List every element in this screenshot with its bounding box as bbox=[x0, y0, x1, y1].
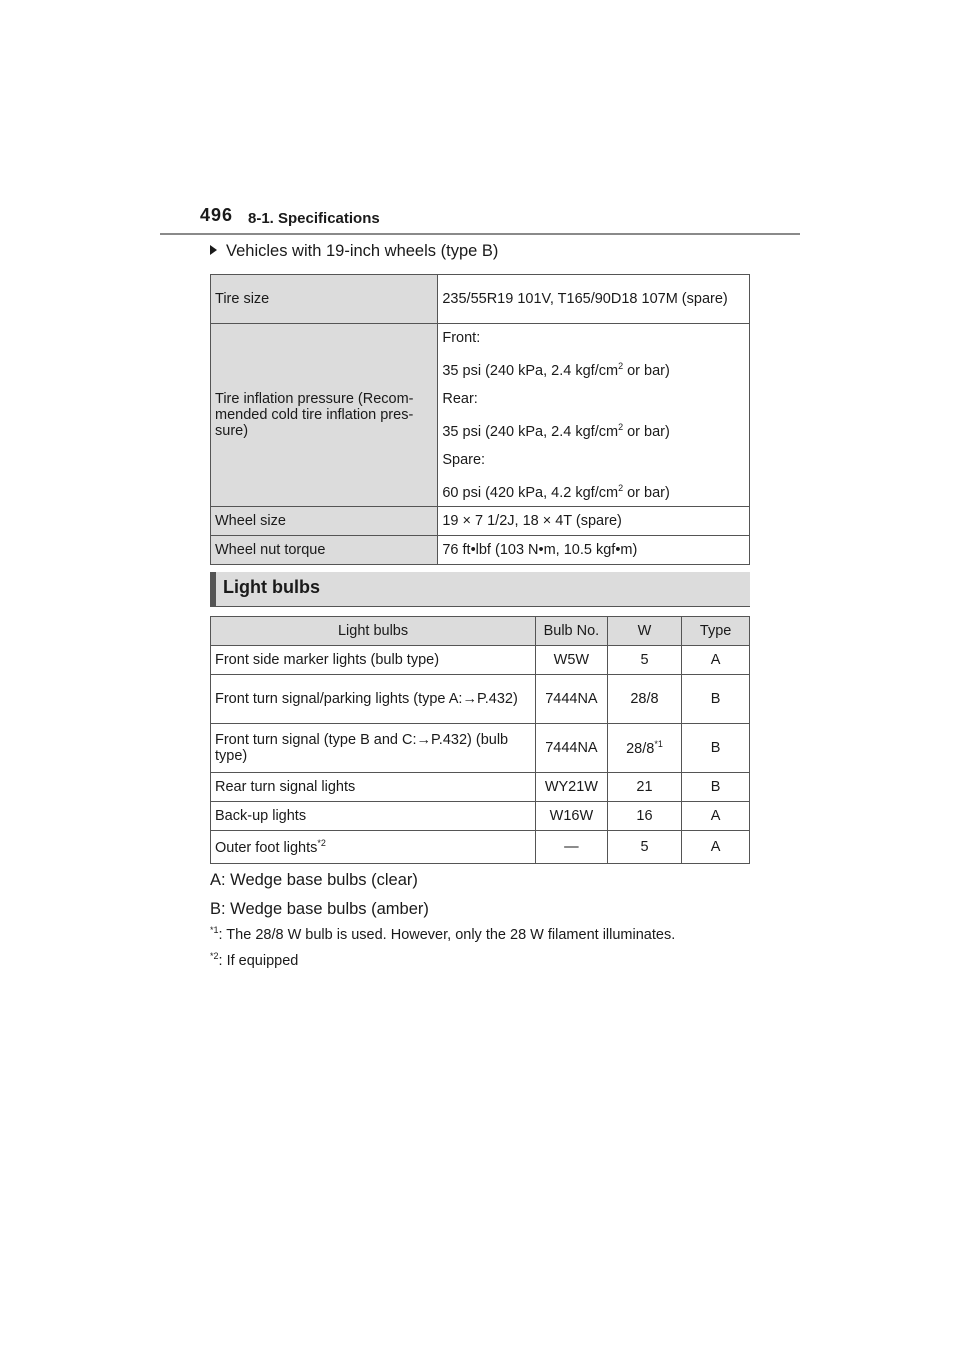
nut-torque-value: 76 ft•lbf (103 N•m, 10.5 kgf•m) bbox=[438, 536, 750, 565]
wheel-size-value: 19 × 7 1/2J, 18 × 4T (spare) bbox=[438, 507, 750, 536]
light-bulbs-heading-text: Light bulbs bbox=[223, 577, 320, 597]
subheading-text: Vehicles with 19-inch wheels (type B) bbox=[226, 242, 499, 260]
rear-label: Rear: bbox=[442, 390, 478, 407]
col-header-bulb-no: Bulb No. bbox=[536, 617, 608, 646]
page-number: 496 bbox=[200, 205, 234, 225]
table-header-row bbox=[211, 617, 750, 646]
table-row: Front side marker lights (bulb type) W5W 5 A bbox=[211, 646, 750, 675]
col-header-light-bulbs: Light bulbs bbox=[211, 617, 536, 646]
table-row: Rear turn signal lights WY21W 21 B bbox=[211, 773, 750, 802]
spare-label: Spare: bbox=[442, 451, 486, 468]
header-rule bbox=[160, 233, 800, 235]
wheel-size-label: Wheel size bbox=[211, 507, 438, 536]
page-ref-link[interactable]: P.432) bbox=[476, 691, 518, 707]
table-row: Outer foot lights$^{*2}$ — 5 A bbox=[211, 831, 750, 864]
pressure-label: Tire inflation pressure (Recom- mended cold tire inflation pres- sure) bbox=[211, 324, 438, 507]
tire-spec-table bbox=[210, 274, 750, 565]
nut-torque-label: Wheel nut torque bbox=[211, 536, 438, 565]
bulb-table bbox=[210, 616, 750, 864]
rear-pressure: 35 psi (240 kPa, 2.4 kgf/$cm^2$ or bar) bbox=[442, 421, 670, 440]
tire-size-label: Tire size bbox=[211, 275, 438, 324]
triangle-bullet-icon bbox=[210, 245, 217, 255]
pressure-values bbox=[438, 324, 750, 507]
front-label: Front: bbox=[442, 330, 481, 346]
col-header-type: Type bbox=[682, 617, 750, 646]
subheading bbox=[210, 242, 498, 261]
footnote-2: $^{*2}$: If equipped bbox=[210, 951, 299, 969]
tire-size-value: 235/55R19 101V, T165/90D18 107M (spare) bbox=[438, 275, 750, 324]
table-row bbox=[211, 324, 750, 507]
footnote-1: $^{*1}$: The 28/8 W bulb is used. However, only the 28 W filament illuminates. bbox=[210, 925, 676, 943]
table-row: Front turn signal/parking lights (type A:→P.432) 7444NA 28/8 B bbox=[211, 675, 750, 724]
front-pressure: 35 psi (240 kPa, 2.4 kgf/$cm^2$ or bar) bbox=[442, 361, 670, 379]
light-bulbs-heading bbox=[210, 572, 750, 607]
table-row bbox=[211, 507, 750, 536]
page-header bbox=[200, 205, 800, 233]
legend-a: A: Wedge base bulbs (clear) bbox=[210, 871, 418, 889]
table-row bbox=[211, 536, 750, 565]
spare-pressure: 60 psi (420 kPa, 4.2 kgf/$cm^2$ or bar) bbox=[442, 482, 670, 501]
table-row: Front turn signal (type B and C:→P.432) (bulb type) 7444NA 28/8$^{*1}$ B bbox=[211, 724, 750, 773]
legend-b: B: Wedge base bulbs (amber) bbox=[210, 900, 429, 918]
table-row: Back-up lights W16W 16 A bbox=[211, 802, 750, 831]
section-title: 8-1. Specifications bbox=[248, 210, 380, 227]
heading-bar bbox=[210, 572, 216, 606]
page-ref-link[interactable]: P.432) (bulb type) bbox=[215, 732, 509, 764]
col-header-w: W bbox=[607, 617, 682, 646]
table-row bbox=[211, 275, 750, 324]
